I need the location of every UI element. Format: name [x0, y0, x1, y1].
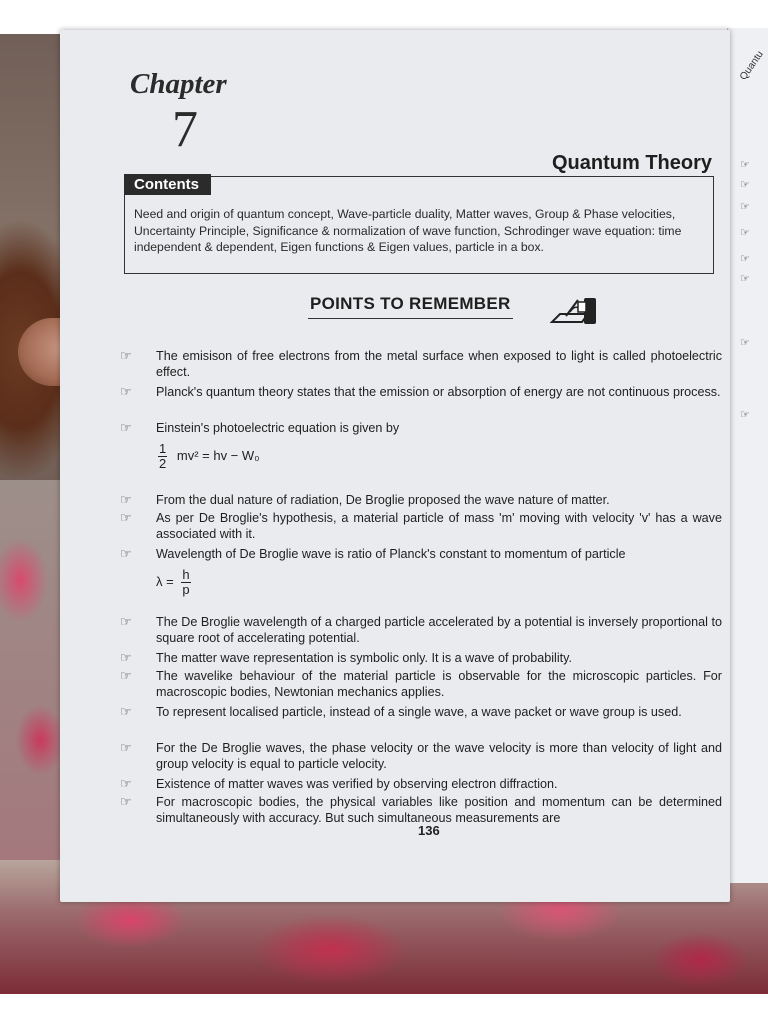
pointing-hand-icon: ☞	[120, 348, 132, 363]
points-heading: POINTS TO REMEMBER	[308, 294, 513, 319]
right-page-label: Quantu	[738, 49, 766, 83]
bottom-white-border	[0, 994, 768, 1024]
pointing-hand-icon: ☞	[120, 668, 132, 683]
pointing-hand-icon: ☞	[120, 614, 132, 629]
points-to-remember-header	[308, 292, 603, 332]
pointing-hand-icon: ☞	[120, 776, 132, 791]
fraction: $\frac{h}{p}$	[182, 567, 190, 597]
pointing-hand-icon: ☞	[740, 159, 750, 171]
equation-rhs: mv² = hv − W₀	[176, 447, 260, 463]
pointing-hand-icon: ☞	[740, 201, 750, 213]
pointing-hand-icon: ☞	[120, 650, 132, 665]
pointing-hand-icon: ☞	[120, 510, 132, 525]
pointing-hand-icon: ☞	[120, 794, 132, 809]
pointing-hand-icon: ☞	[120, 420, 132, 435]
right-page	[727, 28, 768, 883]
equation-lhs: λ =	[156, 573, 174, 589]
debroglie-equation	[156, 568, 191, 597]
pointing-hand-icon: ☞	[120, 740, 132, 755]
pointing-hand-icon: ☞	[740, 253, 750, 265]
book-page: Chapter 7 Quantum Theory Contents Need and origin of quantum concept, Wave-particle duality, Matter waves, Group & Phase velocities, Uncertainty Principle, Significance & normalization of wave function, Schrodinger wave equation: time independent & dependent, Eigen functions & Eigen values, particle in a box. POINTS TO REMEMBER ☞ The emisison of free electrons from the metal surface when exposed to light is called photoelectric effect. ☞ Planck's quantum theory states that the emission or absorption of energy are not continuous process. ☞ Einstein's photoelectric equation is given by $\frac{1}{2}$ mv² = hv − W₀ ☞ From the dual nature of radiation, De Broglie proposed the wave nature of matter. ☞ As per De Broglie's hypothesis, a material particle of mass 'm' moving with velocity 'v' has a wave associated with it. ☞ Wavelength of De Broglie wave is ratio of Planck's constant to momentum of particle λ = $\frac{h}{p}$ ☞ The De Broglie wavelength of a charged particle accelerated by a potential is inversely proportional to square root of accelerating potential. ☞ The matter wave representation is symbolic only. It is a wave of probability. ☞ The wavelike behaviour of the material particle is observable for the microscopic particles. For macroscopic bodies, Newtonian mechanics applies. ☞ To represent localised particle, instead of a single wave, a wave packet or wave group is used. ☞ For the De Broglie waves, the phase velocity or the wave velocity is more than velocity of light and group velocity is equal to particle velocity. ☞ Existence of matter waves was verified by observing electron diffraction. ☞ For macroscopic bodies, the physical variables like position and momentum can be determined simultaneously with accuracy. But such simultaneous measurements are 136	[60, 30, 730, 902]
pointing-hand-icon: ☞	[120, 492, 132, 507]
contents-text: Need and origin of quantum concept, Wave-particle duality, Matter waves, Group & Phase velocities, Uncertainty Principle, Significance & normalization of wave function, Schrodinger wave equation: time independent & dependent, Eigen functions & Eigen values, particle in a box.	[134, 207, 682, 254]
page-number: 136	[418, 823, 440, 838]
chapter-label: Chapter	[130, 68, 227, 100]
chapter-number: 7	[172, 101, 198, 158]
pointing-hand-icon: ☞	[120, 546, 132, 561]
pointing-hand-icon: ☞	[740, 273, 750, 285]
top-white-border	[0, 0, 768, 34]
pointing-hand-icon: ☞	[120, 384, 132, 399]
fraction: $\frac{1}{2}$	[159, 441, 167, 471]
pointing-hand-icon: ☞	[740, 409, 750, 421]
writing-hand-icon	[548, 292, 600, 328]
pointing-hand-icon: ☞	[740, 179, 750, 191]
pointing-hand-icon: ☞	[740, 227, 750, 239]
contents-heading: Contents	[124, 174, 211, 195]
pointing-hand-icon: ☞	[740, 337, 750, 349]
chapter-title: Quantum Theory	[551, 152, 712, 174]
pointing-hand-icon: ☞	[120, 704, 132, 719]
einstein-equation	[158, 442, 260, 471]
